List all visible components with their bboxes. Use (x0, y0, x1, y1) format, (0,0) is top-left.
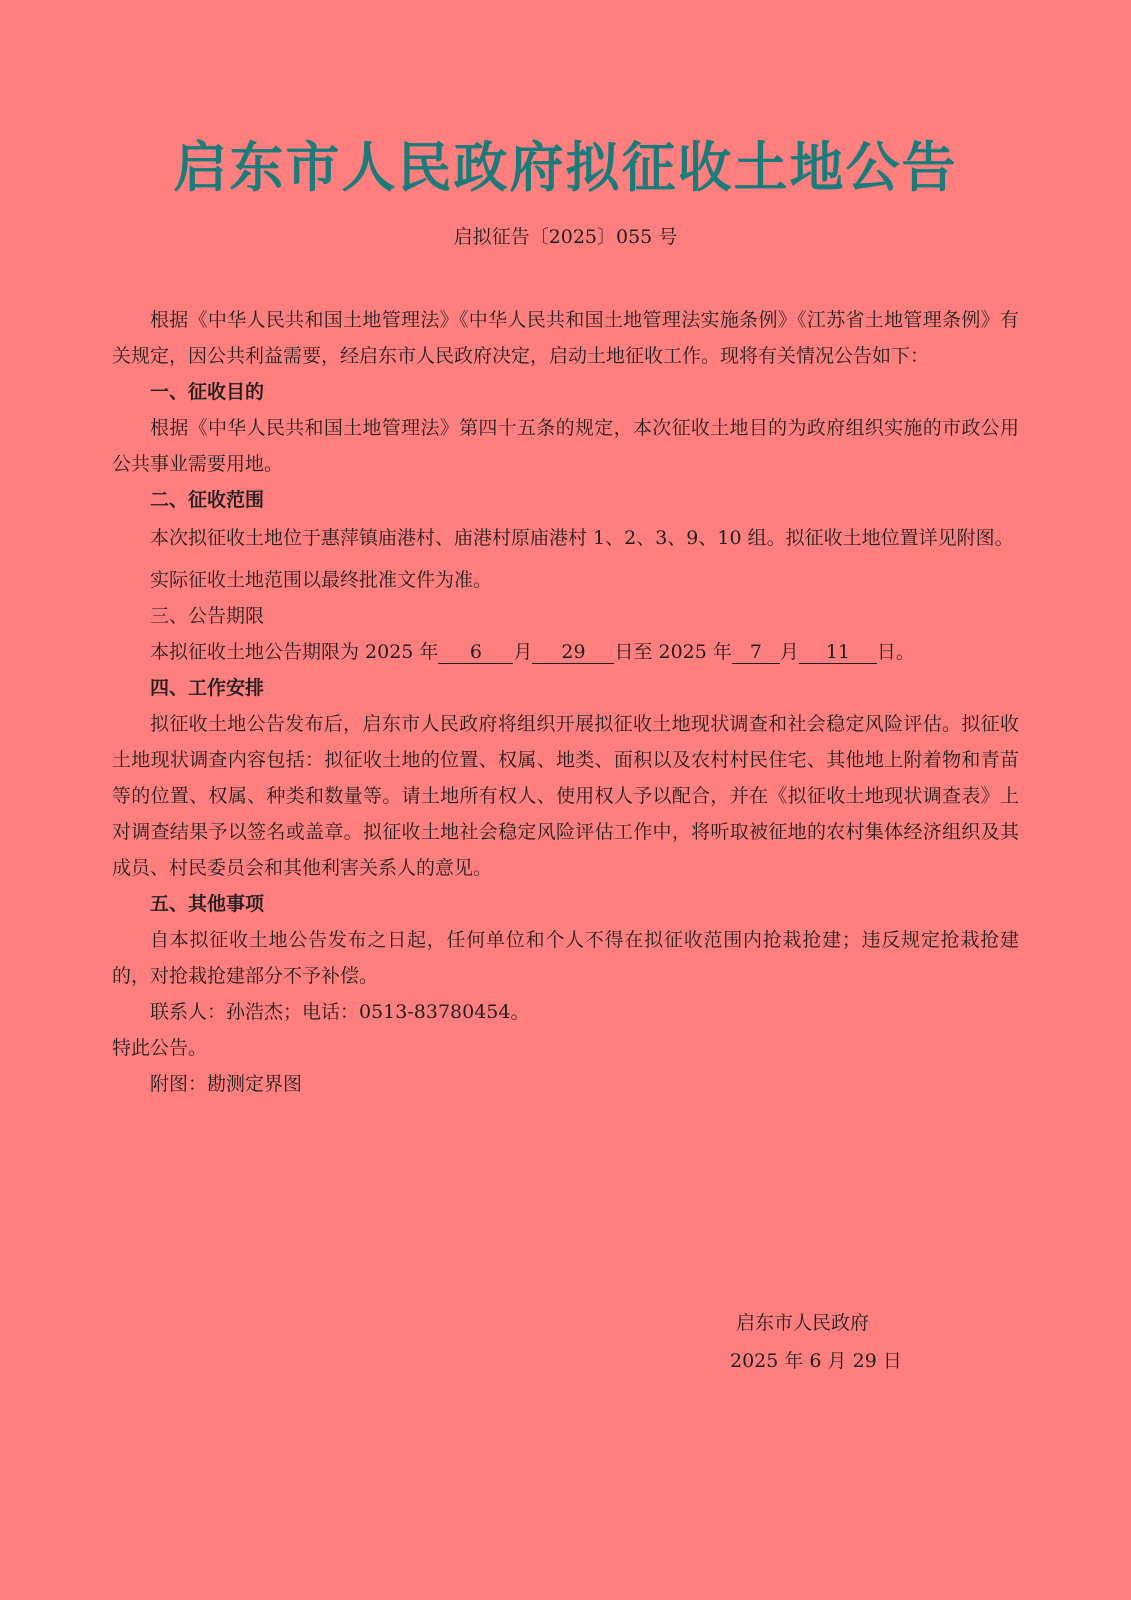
intro-paragraph: 根据《中华人民共和国土地管理法》《中华人民共和国土地管理法实施条例》《江苏省土地管理条例》有关规定，因公共利益需要，经启东市人民政府决定，启动土地征收工作。现将有关情况公告如下： (112, 309, 1019, 367)
contact-line: 联系人：孙浩杰；电话：0513-83780454。 (150, 1001, 530, 1023)
section-heading-work: 四、工作安排 (150, 677, 265, 699)
signature-org: 启东市人民政府 (736, 1312, 870, 1334)
end-day-blank: 11 (799, 641, 877, 664)
section-text-scope-note: 实际征收土地范围以最终批准文件为准。 (150, 569, 493, 591)
section-heading-purpose: 一、征收目的 (150, 381, 265, 403)
period-mid: 日至 2025 年 (614, 641, 732, 663)
period-suffix: 日。 (876, 641, 915, 663)
section-text-scope: 本次拟征收土地位于惠萍镇庙港村、庙港村原庙港村 1、2、3、9、10 组。拟征收土地位置详见附图。 (150, 527, 1014, 549)
section-text-purpose: 根据《中华人民共和国土地管理法》第四十五条的规定，本次征收土地目的为政府组织实施的市政公用公共事业需要用地。 (112, 417, 1019, 475)
section-heading-scope: 二、征收范围 (150, 489, 265, 511)
closing-line: 特此公告。 (112, 1037, 208, 1059)
section-heading-other: 五、其他事项 (150, 893, 265, 915)
notice-body (112, 302, 1019, 1102)
signature-block (730, 1304, 902, 1380)
section-text-other: 自本拟征收土地公告发布之日起，任何单位和个人不得在拟征收范围内抢栽抢建；违反规定抢栽抢建的，对抢栽抢建部分不予补偿。 (112, 929, 1019, 987)
start-day-blank: 29 (532, 641, 614, 664)
end-month-blank: 7 (732, 641, 780, 664)
attachment-line: 附图：勘测定界图 (150, 1073, 303, 1095)
section-text-work: 拟征收土地公告发布后，启东市人民政府将组织开展拟征收土地现状调查和社会稳定风险评估。拟征收土地现状调查内容包括：拟征收土地的位置、权属、地类、面积以及农村村民住宅、其他地上附着物和青苗等的位置、权属、种类和数量等。请土地所有权人、使用权人予以配合，并在《拟征收土地现状调查表》上对调查结果予以签名或盖章。拟征收土地社会稳定风险评估工作中，将听取被征地的农村集体经济组织及其成员、村民委员会和其他利害关系人的意见。 (112, 713, 1019, 879)
document-number: 启拟征告〔2025〕055 号 (453, 226, 678, 248)
month-label: 月 (513, 641, 533, 663)
period-prefix: 本拟征收土地公告期限为 2025 年 (150, 641, 439, 663)
start-month-blank: 6 (438, 641, 513, 664)
page-title: 启东市人民政府拟征收土地公告 (173, 136, 958, 199)
section-heading-period: 三、公告期限 (150, 605, 265, 627)
signature-date: 2025 年 6 月 29 日 (730, 1350, 902, 1372)
month-label-2: 月 (779, 641, 799, 663)
section-text-period (112, 634, 1019, 670)
